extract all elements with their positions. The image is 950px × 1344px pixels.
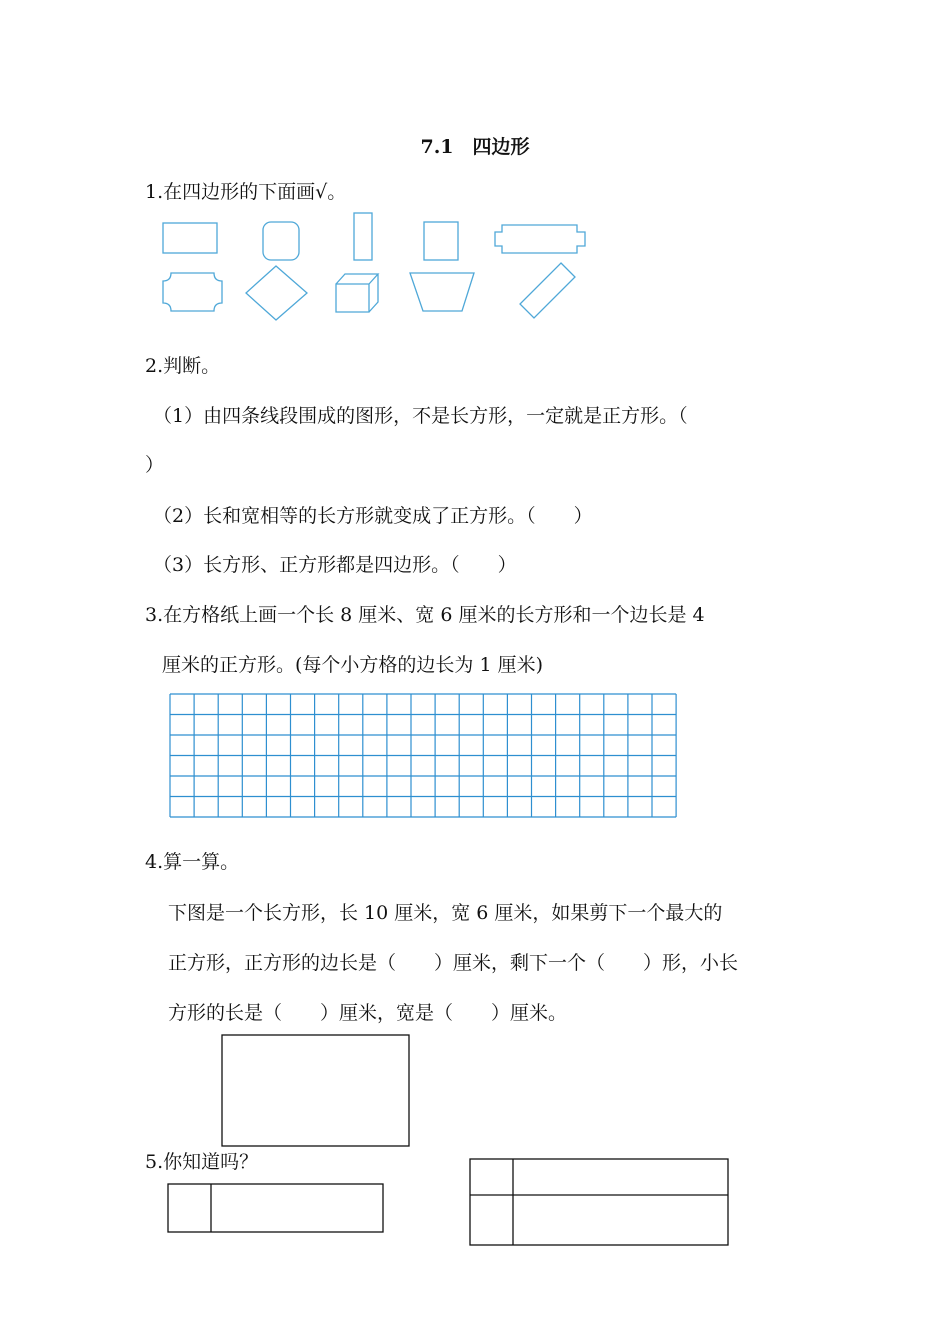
page-title: 7.1 四边形 (420, 136, 530, 158)
shape-tilted-rectangle (520, 263, 575, 318)
shape-notched-rectangle (495, 225, 585, 253)
question-3-line-2: 厘米的正方形。(每个小方格的边长为 1 厘米) (162, 654, 543, 676)
question-4-line-1: 下图是一个长方形，长 10 厘米，宽 6 厘米，如果剪下一个最大的 (168, 902, 723, 924)
question-4-text: 4.算一算。 (145, 851, 240, 873)
question-2-item-1-end: ） (145, 454, 165, 476)
shape-thin-rectangle (354, 213, 372, 260)
question-5-right-table (470, 1159, 728, 1245)
question-1-text: 1.在四边形的下面画√。 (145, 181, 347, 203)
question-2-item-3: （3）长方形、正方形都是四边形。（ ） (153, 554, 517, 576)
question-4-rectangle (222, 1035, 409, 1146)
question-2-item-1: （1）由四条线段围成的图形，不是长方形，一定就是正方形。（ (153, 405, 688, 427)
question-4-line-2: 正方形，正方形的边长是（ ）厘米，剩下一个（ ）形，小长 (168, 952, 739, 974)
question-2-item-2: （2）长和宽相等的长方形就变成了正方形。（ ） (153, 505, 593, 527)
shape-diamond (246, 266, 307, 320)
question-4-line-3: 方形的长是（ ）厘米，宽是（ ）厘米。 (168, 1002, 568, 1024)
question-3-line-1: 3.在方格纸上画一个长 8 厘米、宽 6 厘米的长方形和一个边长是 4 (145, 604, 705, 626)
question-5-left-table (168, 1184, 383, 1232)
shape-cut-corner-rectangle (163, 273, 222, 311)
shape-square (424, 222, 458, 260)
shape-rectangle (163, 223, 217, 253)
shape-cube (336, 274, 378, 312)
shape-rounded-square (263, 222, 299, 260)
shape-trapezoid (410, 273, 474, 311)
question-2-text: 2.判断。 (145, 355, 221, 377)
question-5-text: 5.你知道吗？ (145, 1151, 259, 1173)
